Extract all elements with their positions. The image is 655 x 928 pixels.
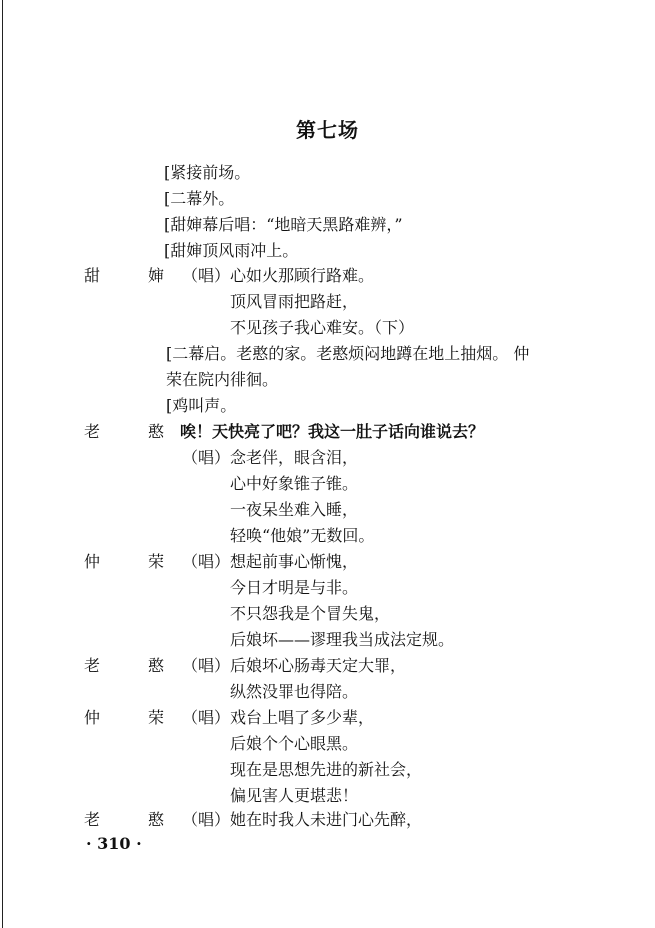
verse-line: 轻唤“他娘”无数回。 [230,526,375,545]
verse-line: 想起前事心惭愧， [230,552,359,571]
verse-line: 后娘坏——谬理我当成法定规。 [230,630,455,649]
scene-title: 第七场 [296,118,359,142]
verse-line: 不见孩子我心难安。（下） [230,318,415,337]
speaker-name [84,552,164,572]
page-number: · 310 · [86,834,142,853]
verse-line: 念老伴，眼含泪， [230,448,359,467]
verse-line: 心中好象锥子锥。 [230,474,359,493]
speaker-char: 荣 [147,708,164,727]
speaker-char: 老 [84,810,101,829]
speaker-char: 憨 [147,656,164,675]
verse-line: 后娘个个心眼黑。 [230,734,359,753]
speaker-char: 老 [84,656,101,675]
speaker-name [84,810,164,830]
stage-direction: [二幕启。老憨的家。老憨烦闷地蹲在地上抽烟。 仲 [166,344,530,363]
sing-tag: （唱） [182,656,231,675]
sing-tag: （唱） [182,708,231,727]
verse-line: 不只怨我是个冒失鬼， [230,604,391,623]
speaker-name [84,422,164,442]
speaker-char: 憨 [147,422,164,441]
stage-direction: [二幕外。 [164,189,235,208]
verse-line: 她在时我人未进门心先醉， [230,810,423,829]
verse-line: 偏见害人更堪悲！ [230,786,359,805]
stage-direction: [甜婶幕后唱：“地暗天黑路难辨，” [164,215,403,234]
stage-direction: [紧接前场。 [164,163,251,182]
speaker-char: 甜 [84,266,101,285]
verse-line: 一夜呆坐难入睡， [230,500,359,519]
speaker-char: 仲 [84,708,101,727]
stage-direction: [甜婶顶风雨冲上。 [164,241,299,260]
stage-direction: 荣在院内徘徊。 [166,370,279,389]
sing-tag: （唱） [182,448,231,467]
speaker-char: 婶 [147,266,164,285]
verse-line: 纵然没罪也得陪。 [230,682,359,701]
speaker-char: 荣 [147,552,164,571]
sing-tag: （唱） [182,552,231,571]
spoken-line: 唉！天快亮了吧？我这一肚子话向谁说去？ [180,422,485,441]
verse-line: 顶风冒雨把路赶， [230,292,359,311]
speaker-char: 仲 [84,552,101,571]
sing-tag: （唱） [182,810,231,829]
speaker-name [84,656,164,676]
speaker-name [84,708,164,728]
verse-line: 戏台上唱了多少辈， [230,708,375,727]
speaker-name [84,266,164,286]
verse-line: 后娘坏心肠毒天定大罪， [230,656,407,675]
speaker-char: 老 [84,422,101,441]
sing-tag: （唱） [182,266,231,285]
verse-line: 现在是思想先进的新社会， [230,760,423,779]
speaker-char: 憨 [147,810,164,829]
stage-direction: [鸡叫声。 [166,396,237,415]
verse-line: 今日才明是与非。 [230,578,359,597]
verse-line: 心如火那顾行路难。 [230,266,375,285]
